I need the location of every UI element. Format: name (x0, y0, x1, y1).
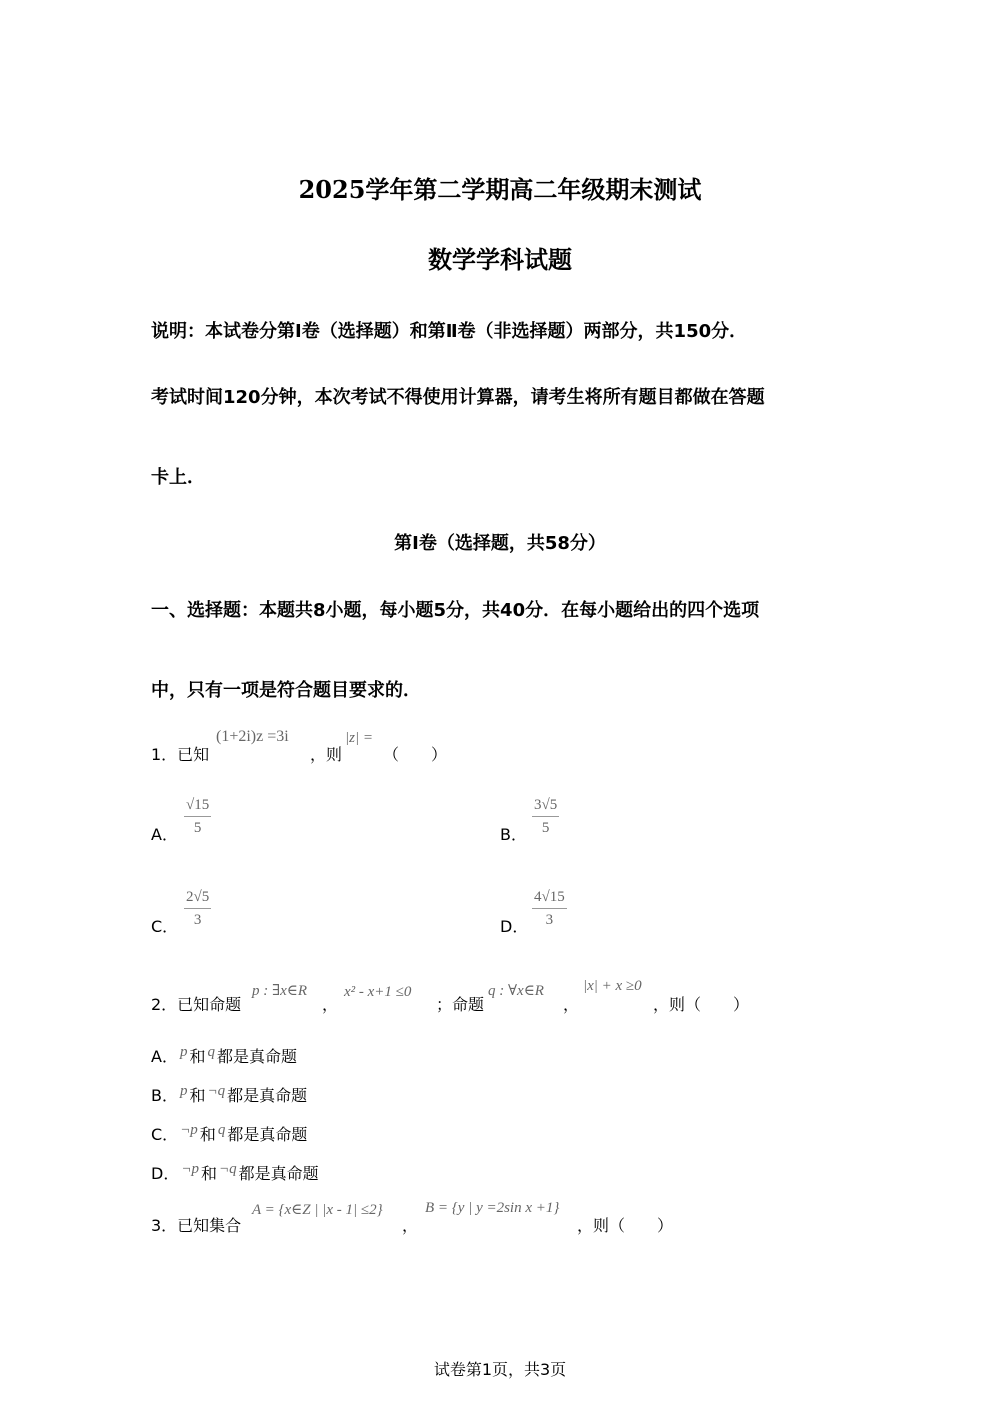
q2-option-a[interactable] (151, 1044, 297, 1067)
page-footer: 试卷第1页，共3页 (433, 1360, 567, 1379)
q2-option-c-second: q (217, 1122, 226, 1138)
q1-option-d-numerator: 4√15 (532, 887, 567, 909)
q2-q-condition: |x| + x ≥0 (583, 978, 642, 994)
q2-semicolon: ；命题 (436, 995, 485, 1014)
q2-option-b-tail: 都是真命题 (227, 1086, 308, 1105)
q1-stem-start: 1．已知 (151, 745, 210, 764)
q2-comma-1: ， (322, 995, 339, 1014)
q1-option-a-numerator: √15 (184, 795, 211, 817)
q2-option-d-first: ¬p (181, 1161, 199, 1177)
q1-equation: (1+2i)z =3i (216, 728, 289, 745)
q3-set-b: B = {y | y =2sin x +1} (425, 1200, 560, 1216)
q2-option-b-first: p (179, 1083, 188, 1099)
q2-option-b[interactable] (151, 1083, 307, 1106)
q1-option-b-label[interactable]: B． (500, 825, 527, 844)
q2-option-a-first: p (179, 1044, 188, 1060)
q1-option-c-label[interactable]: C． (151, 917, 179, 936)
q1-option-c-denominator: 3 (193, 912, 202, 928)
q2-option-c-mid: 和 (199, 1125, 216, 1144)
q2-option-d-mid: 和 (200, 1164, 217, 1183)
exam-subtitle: 数学学科试题 (428, 245, 572, 274)
q1-option-c-numerator: 2√5 (184, 887, 211, 909)
q2-option-c-label: C． (151, 1125, 179, 1144)
part-intro-line-2: 中，只有一项是符合题目要求的． (151, 680, 421, 701)
q2-option-a-second: q (207, 1044, 215, 1060)
q2-option-c-tail: 都是真命题 (227, 1125, 308, 1144)
q1-option-b-numerator: 3√5 (532, 795, 559, 817)
q1-option-a-fraction[interactable] (184, 795, 211, 838)
q2-stem-start: 2．已知命题 (151, 995, 242, 1014)
q2-option-a-mid: 和 (189, 1047, 206, 1066)
q1-option-d-denominator: 3 (545, 912, 554, 928)
q1-answer-paren: （ ） (383, 745, 448, 764)
q1-option-b-denominator: 5 (541, 820, 550, 836)
q2-option-c[interactable] (151, 1122, 307, 1145)
q2-option-a-label: A． (151, 1047, 178, 1066)
instructions-line-2: 考试时间120分钟，本次考试不得使用计算器，请考生将所有题目都做在答题 (151, 387, 765, 408)
q2-p-condition: x² - x+1 ≤0 (344, 984, 412, 1000)
q2-option-d-label: D． (151, 1164, 180, 1183)
q1-option-d-fraction[interactable] (532, 887, 567, 930)
q2-option-d-tail: 都是真命题 (238, 1164, 319, 1183)
q3-then: ，则（ ） (577, 1216, 674, 1235)
instructions-line-3: 卡上． (151, 467, 205, 488)
q2-then: ，则（ ） (653, 995, 750, 1014)
q2-option-d-second: ¬q (218, 1161, 237, 1177)
part-intro-line-1: 一、选择题：本题共8小题，每小题5分，共40分．在每小题给出的四个选项 (151, 600, 760, 621)
q1-option-a-label[interactable]: A． (151, 825, 178, 844)
q1-option-d-label[interactable]: D． (500, 917, 529, 936)
q2-option-b-mid: 和 (189, 1086, 206, 1105)
q3-comma: ， (402, 1216, 419, 1235)
q3-set-a: A = {x∈Z | |x - 1| ≤2} (252, 1202, 383, 1218)
q2-option-b-second: ¬q (207, 1083, 226, 1099)
q1-option-c-fraction[interactable] (184, 887, 211, 930)
exam-title: 2025学年第二学期高二年级期末测试 (298, 175, 702, 204)
section-heading: 第Ⅰ卷（选择题，共58分） (394, 533, 606, 554)
q1-option-b-fraction[interactable] (532, 795, 559, 838)
q1-asked: |z| = (345, 730, 373, 746)
q2-option-d[interactable] (151, 1161, 319, 1184)
q2-proposition-q: q : ∀x∈R (488, 983, 544, 999)
q2-comma-2: ， (563, 995, 580, 1014)
instructions-line-1: 说明：本试卷分第Ⅰ卷（选择题）和第Ⅱ卷（非选择题）两部分，共150分． (151, 321, 748, 342)
q1-option-a-denominator: 5 (193, 820, 202, 836)
q1-then: ，则 (310, 745, 343, 764)
q2-proposition-p: p : ∃x∈R (252, 983, 308, 999)
q2-option-b-label: B． (151, 1086, 178, 1105)
q2-option-c-first: ¬p (180, 1122, 198, 1138)
q3-stem-start: 3．已知集合 (151, 1216, 242, 1235)
q2-option-a-tail: 都是真命题 (216, 1047, 297, 1066)
